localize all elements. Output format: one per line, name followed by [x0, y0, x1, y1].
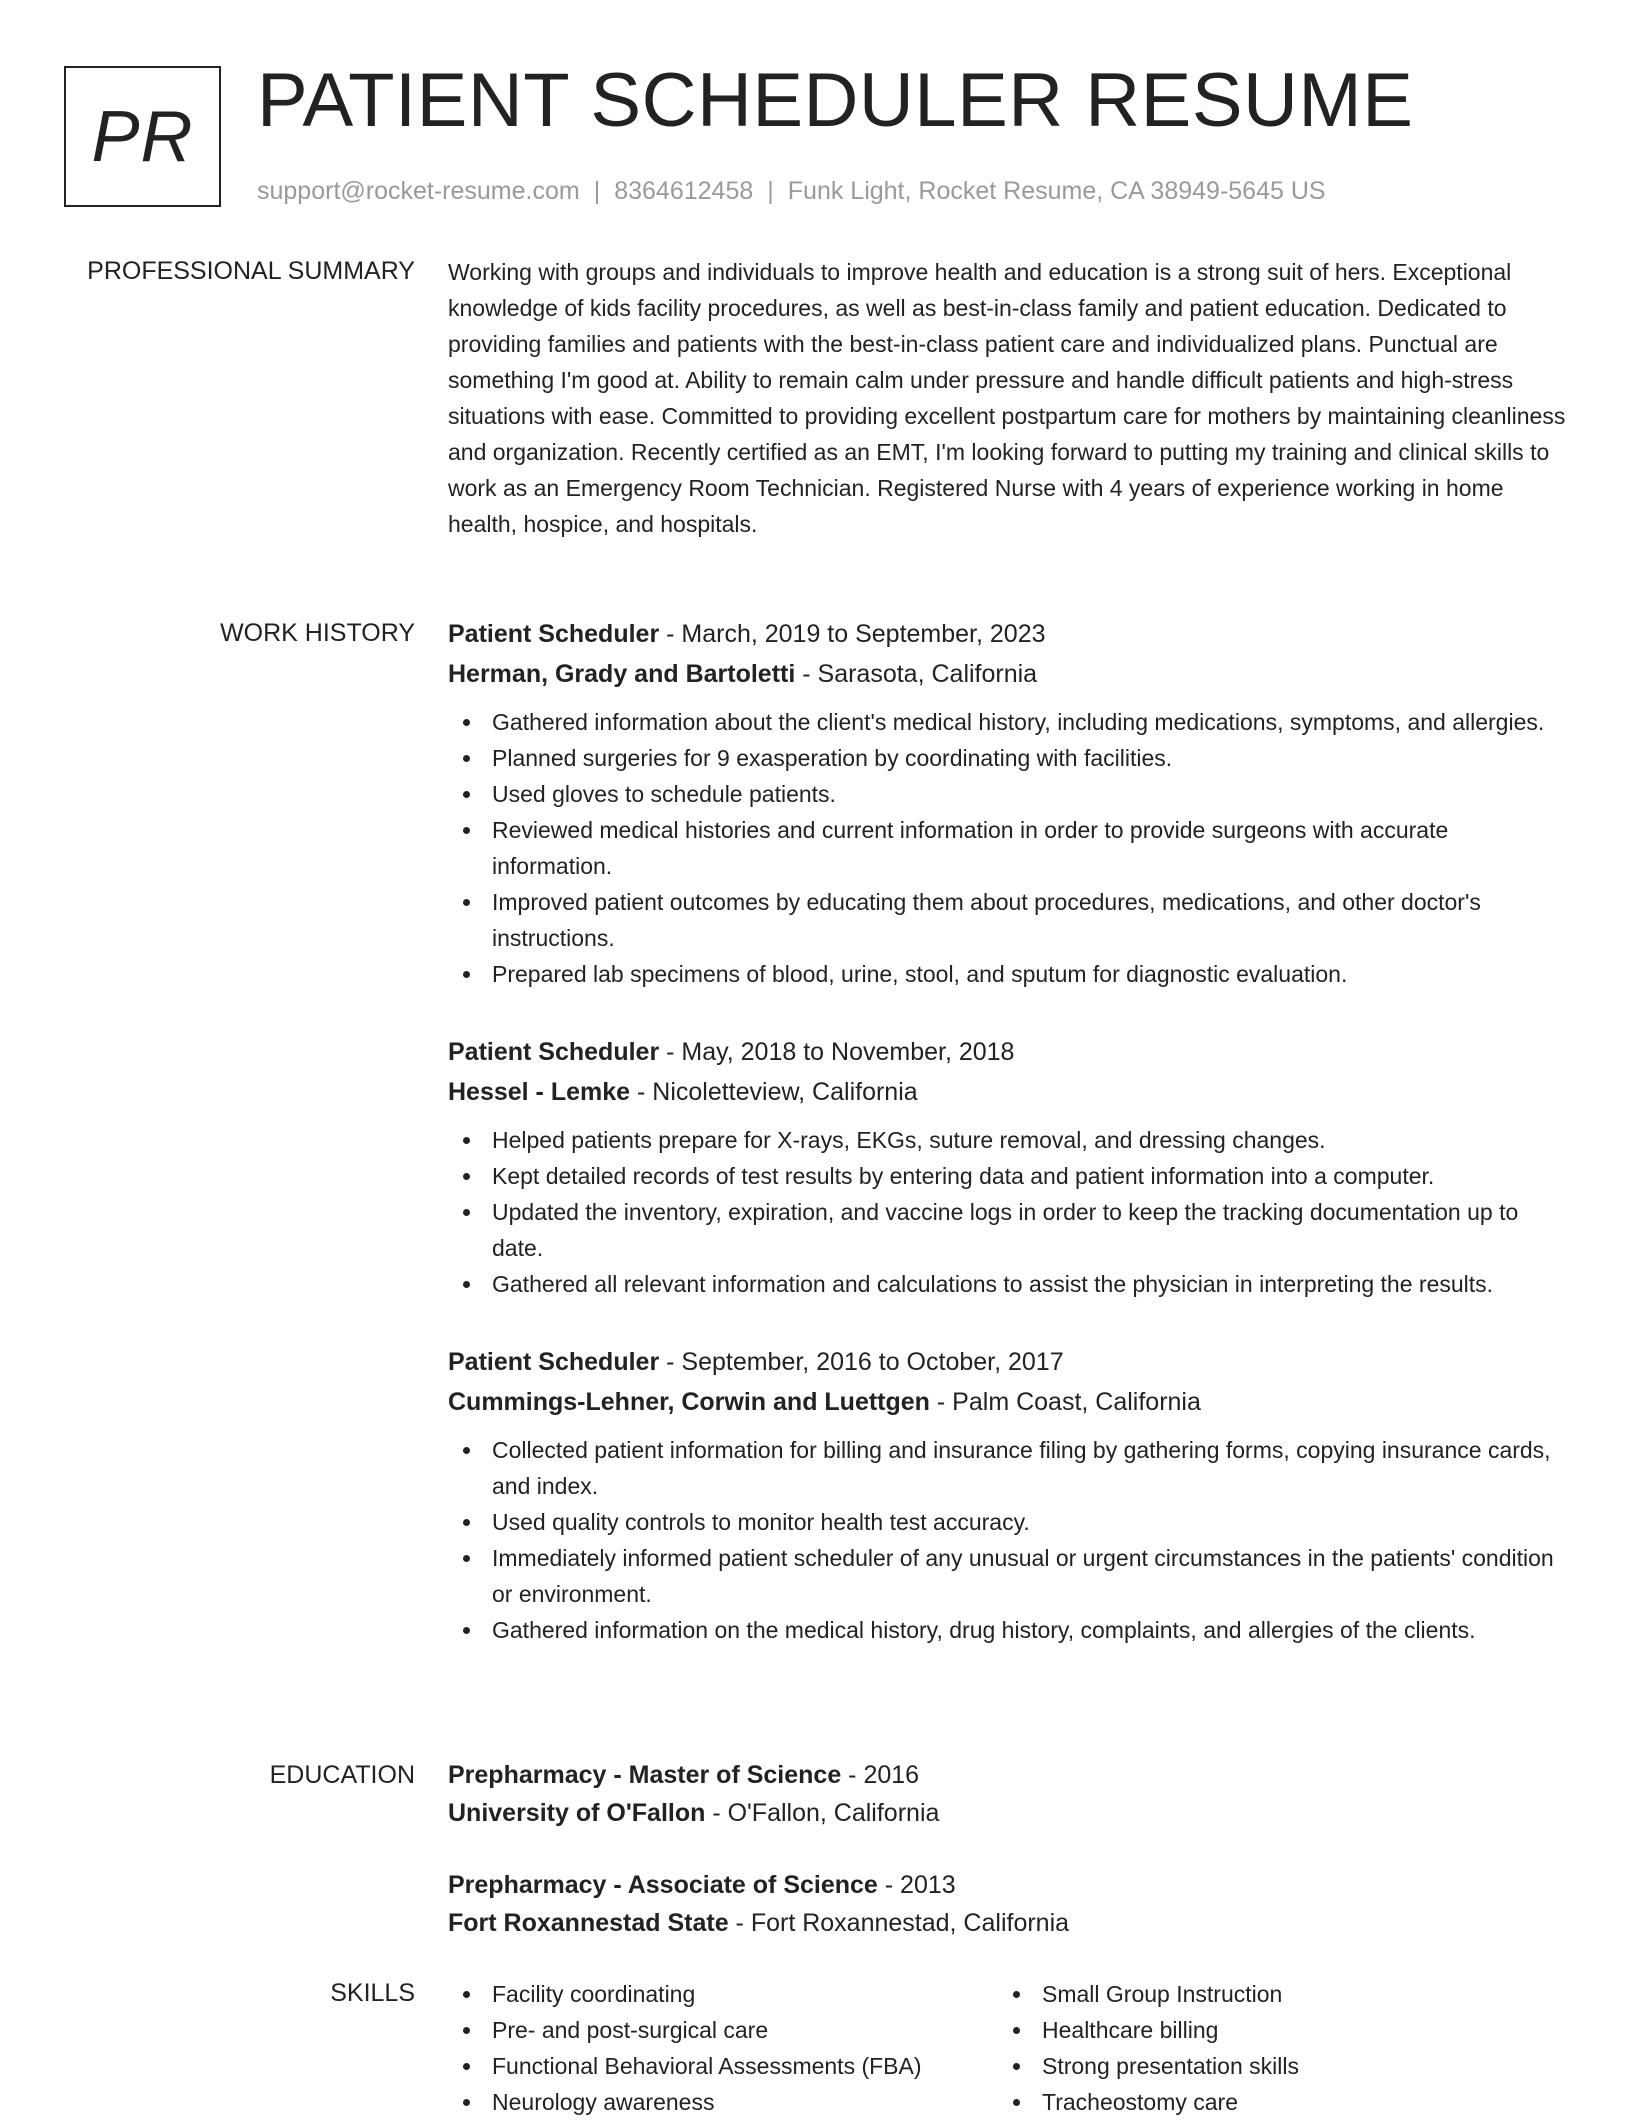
- section-label-work-history: WORK HISTORY: [220, 619, 415, 647]
- job-duty-item: Improved patient outcomes by educating them about procedures, medications, and other doctor's instructions.: [448, 884, 1568, 956]
- job-duty-item: Reviewed medical histories and current information in order to provide surgeons with accurate information.: [448, 812, 1568, 884]
- contact-phone[interactable]: 8364612458: [614, 177, 754, 205]
- job-entry: [448, 1342, 1568, 1648]
- skill-item: Small Group Instruction: [998, 1976, 1548, 2012]
- contact-line: [257, 175, 1326, 207]
- job-location: - Palm Coast, California: [929, 1388, 1201, 1416]
- degree-year: - 2013: [877, 1871, 956, 1899]
- job-duty-item: Kept detailed records of test results by entering data and patient information into a computer.: [448, 1158, 1568, 1194]
- work-history-body: [448, 614, 1568, 1688]
- job-dates: - September, 2016 to October, 2017: [659, 1348, 1064, 1376]
- degree-line: [448, 1756, 1568, 1794]
- job-duty-item: Updated the inventory, expiration, and vaccine logs in order to keep the tracking documentation up to date.: [448, 1194, 1568, 1266]
- contact-address: Funk Light, Rocket Resume, CA 38949-5645 US: [787, 177, 1326, 205]
- job-title: Patient Scheduler: [448, 620, 660, 648]
- section-label-skills: SKILLS: [330, 1979, 415, 2007]
- skills-grid: [448, 1976, 1568, 2120]
- education-entry: [448, 1756, 1568, 1832]
- job-duty-item: Collected patient information for billing and insurance filing by gathering forms, copying insurance cards, and index.: [448, 1432, 1568, 1504]
- job-title: Patient Scheduler: [448, 1038, 660, 1066]
- job-duty-item: Helped patients prepare for X-rays, EKGs, suture removal, and dressing changes.: [448, 1122, 1568, 1158]
- page-title: PATIENT SCHEDULER RESUME: [257, 58, 1414, 143]
- job-title-line: [448, 1032, 1568, 1072]
- school: Fort Roxannestad State: [448, 1909, 729, 1937]
- job-title-line: [448, 1342, 1568, 1382]
- job-duty-item: Gathered information about the client's medical history, including medications, symptoms, and allergies.: [448, 704, 1568, 740]
- job-dates: - May, 2018 to November, 2018: [659, 1038, 1015, 1066]
- skills-list-right: [998, 1976, 1548, 2120]
- job-duty-item: Used quality controls to monitor health test accuracy.: [448, 1504, 1568, 1540]
- job-entry: [448, 1032, 1568, 1302]
- job-duty-item: Gathered all relevant information and calculations to assist the physician in interpreting the results.: [448, 1266, 1568, 1302]
- job-dates: - March, 2019 to September, 2023: [659, 620, 1046, 648]
- skill-item: Healthcare billing: [998, 2012, 1548, 2048]
- job-duties-list: [448, 1122, 1568, 1302]
- school-location: - O'Fallon, California: [705, 1799, 940, 1827]
- job-company: Herman, Grady and Bartoletti: [448, 660, 796, 688]
- job-duty-item: Planned surgeries for 9 exasperation by coordinating with facilities.: [448, 740, 1568, 776]
- skill-item: Pre- and post-surgical care: [448, 2012, 998, 2048]
- job-title: Patient Scheduler: [448, 1348, 660, 1376]
- skill-item: Neurology awareness: [448, 2084, 998, 2120]
- job-location: - Nicoletteview, California: [630, 1078, 918, 1106]
- summary-text: Working with groups and individuals to improve health and education is a strong suit of hers. Exceptional knowledge of kids facility procedures, as well as best-in-class family and patient education. Dedicated to providing families and patients with the best-in-class patient care and individualized plans. Punctual are something I'm good at. Ability to remain calm under pressure and handle difficult patients and high-stress situations with ease. Committed to providing excellent postpartum care for mothers by maintaining cleanliness and organization. Recently certified as an EMT, I'm looking forward to putting my training and clinical skills to work as an Emergency Room Technician. Registered Nurse with 4 years of experience working in home health, hospice, and hospitals.: [448, 259, 1566, 537]
- job-company: Cummings-Lehner, Corwin and Luettgen: [448, 1388, 930, 1416]
- degree: Prepharmacy - Associate of Science: [448, 1871, 878, 1899]
- degree-line: [448, 1866, 1568, 1904]
- job-duty-item: Gathered information on the medical history, drug history, complaints, and allergies of the clients.: [448, 1612, 1568, 1648]
- job-duty-item: Used gloves to schedule patients.: [448, 776, 1568, 812]
- school-line: [448, 1904, 1568, 1942]
- section-label-summary: PROFESSIONAL SUMMARY: [87, 257, 415, 285]
- section-label-education: EDUCATION: [269, 1761, 415, 1789]
- job-location: - Sarasota, California: [795, 660, 1038, 688]
- contact-separator: |: [767, 177, 774, 205]
- school: University of O'Fallon: [448, 1799, 706, 1827]
- job-company-line: [448, 1072, 1568, 1112]
- degree: Prepharmacy - Master of Science: [448, 1761, 842, 1789]
- job-entry: [448, 614, 1568, 992]
- job-company: Hessel - Lemke: [448, 1078, 631, 1106]
- contact-separator: |: [593, 177, 601, 205]
- contact-email[interactable]: support@rocket-resume.com: [257, 177, 580, 205]
- monogram-logo: PR: [64, 66, 221, 207]
- skills-list-left: [448, 1976, 998, 2120]
- skill-item: Functional Behavioral Assessments (FBA): [448, 2048, 998, 2084]
- job-title-line: [448, 614, 1568, 654]
- education-entry: [448, 1866, 1568, 1942]
- job-duties-list: [448, 704, 1568, 992]
- school-location: - Fort Roxannestad, California: [728, 1909, 1070, 1937]
- school-line: [448, 1794, 1568, 1832]
- job-company-line: [448, 1382, 1568, 1422]
- job-duty-item: Immediately informed patient scheduler of any unusual or urgent circumstances in the patients' condition or environment.: [448, 1540, 1568, 1612]
- skill-item: Strong presentation skills: [998, 2048, 1548, 2084]
- skill-item: Facility coordinating: [448, 1976, 998, 2012]
- job-duty-item: Prepared lab specimens of blood, urine, stool, and sputum for diagnostic evaluation.: [448, 956, 1568, 992]
- job-company-line: [448, 654, 1568, 694]
- skill-item: Tracheostomy care: [998, 2084, 1548, 2120]
- job-duties-list: [448, 1432, 1568, 1648]
- education-body: [448, 1756, 1568, 1976]
- degree-year: - 2016: [841, 1761, 920, 1789]
